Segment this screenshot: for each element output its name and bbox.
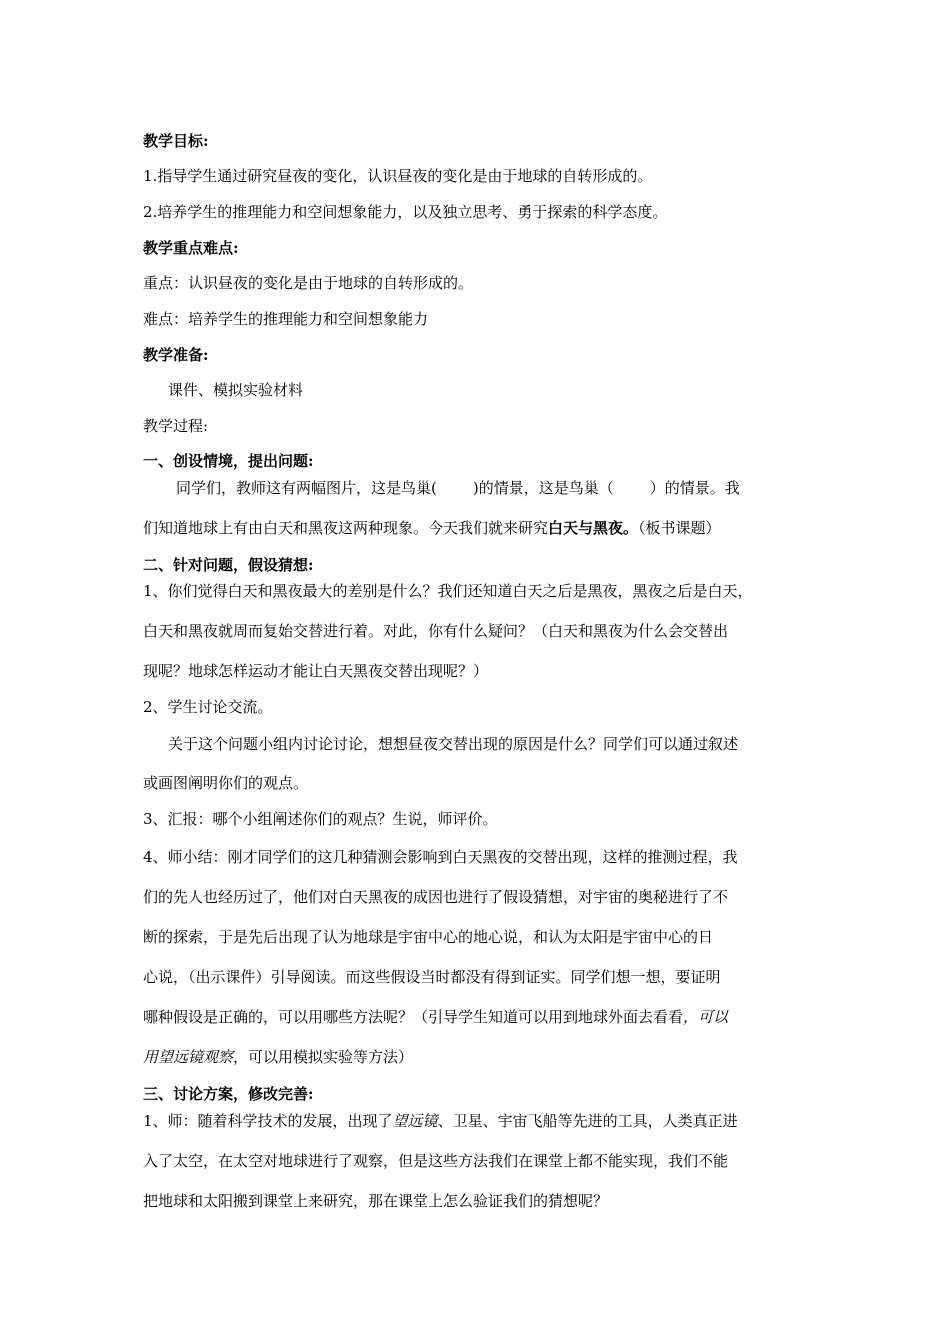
s3-line-2: 入了太空，在太空对地球进行了观察，但是这些方法我们在课堂上都不能实现，我们不能 — [143, 1152, 729, 1170]
s2-line-2: 白天和黑夜就周而复始交替进行着。对此，你有什么疑问？（白天和黑夜为什么会交替出 — [143, 622, 729, 640]
s1-text-d: 们知道地球上有由白天和黑夜这两种现象。今天我们就来研究 — [143, 519, 549, 537]
s2-line-8: 4、师小结：刚才同学们的这几种猜测会影响到白天黑夜的交替出现，这样的推测过程，我 — [143, 848, 738, 866]
s1-text-a: 同学们，教师这有两幅图片，这是鸟巢( — [176, 479, 437, 497]
s2-line-13-italic: 用望远镜观察 — [143, 1048, 234, 1066]
s1-text-c: ）的情景。我 — [649, 479, 740, 497]
s2-line-12-text: 哪种假设是正确的，可以用哪些方法呢？（引导学生知道可以用到地球外面去看看 — [143, 1008, 684, 1026]
section-1-para-line-2 — [143, 517, 721, 538]
s2-line-6: 或画图阐明你们的观点。 — [143, 774, 309, 792]
s2-line-11: 心说，（出示课件）引导阅读。而这些假设当时都没有得到证实。同学们想一想，要证明 — [143, 968, 721, 986]
s2-line-4: 2、学生讨论交流。 — [143, 698, 273, 716]
s2-line-13-text: ，可以用模拟实验等方法） — [233, 1048, 414, 1066]
s3-line-1-text-a: 1、师：随着科学技术的发展，出现了 — [143, 1112, 393, 1130]
s2-line-13 — [143, 1046, 413, 1067]
s2-line-7: 3、汇报：哪个小组阐述你们的观点？生说，师评价。 — [143, 810, 498, 828]
s3-line-3: 把地球和太阳搬到课堂上来研究，那在课堂上怎么验证我们的猜想呢？ — [143, 1192, 609, 1210]
key-point: 重点：认识昼夜的变化是由于地球的自转形成的。 — [143, 274, 474, 292]
s1-text-e: （板书课题） — [638, 519, 721, 537]
objective-2: 2.培养学生的推理能力和空间想象能力，以及独立思考、勇于探索的科学态度。 — [143, 203, 668, 221]
section-3-heading: 三、讨论方案，修改完善: — [143, 1085, 314, 1103]
s3-line-1-italic: 望远镜 — [392, 1112, 438, 1130]
s1-text-b: )的情景，这是鸟巢（ — [472, 479, 614, 497]
section-1-heading: 一、创设情境，提出问题: — [143, 452, 314, 470]
section-2-heading: 二、针对问题，假设猜想: — [143, 556, 314, 574]
s2-line-10: 断的探索，于是先后出现了认为地球是宇宙中心的地心说，和认为太阳是宇宙中心的日 — [143, 928, 714, 946]
s2-line-5: 关于这个问题小组内讨论讨论，想想昼夜交替出现的原因是什么？同学们可以通过叙述 — [168, 735, 739, 753]
s2-line-12 — [143, 1006, 728, 1027]
objectives-heading: 教学目标: — [143, 132, 209, 150]
section-1-para-line-1 — [176, 477, 740, 498]
prep-heading: 教学准备: — [143, 346, 209, 364]
s2-line-12-italic: ，可以 — [683, 1008, 729, 1026]
s3-line-1-text-b: 、卫星、宇宙飞船等先进的工具，人类真正进 — [437, 1112, 738, 1130]
s2-line-9: 们的先人也经历过了，他们对白天黑夜的成因也进行了假设猜想，对宇宙的奥秘进行了不 — [143, 888, 729, 906]
s3-line-1 — [143, 1110, 738, 1131]
difficult-point: 难点：培养学生的推理能力和空间想象能力 — [143, 310, 429, 328]
process-heading: 教学过程: — [143, 417, 209, 435]
objective-1: 1.指导学生通过研究昼夜的变化，认识昼夜的变化是由于地球的自转形成的。 — [143, 167, 653, 185]
s2-line-3: 现呢？地球怎样运动才能让白天黑夜交替出现呢？） — [143, 662, 489, 680]
topic-title: 白天与黑夜。 — [548, 519, 639, 537]
keypoints-heading: 教学重点难点: — [143, 239, 239, 257]
s2-line-1: 1、你们觉得白天和黑夜最大的差别是什么？我们还知道白天之后是黑夜，黑夜之后是白天， — [143, 582, 753, 600]
prep-text: 课件、模拟实验材料 — [168, 381, 304, 399]
